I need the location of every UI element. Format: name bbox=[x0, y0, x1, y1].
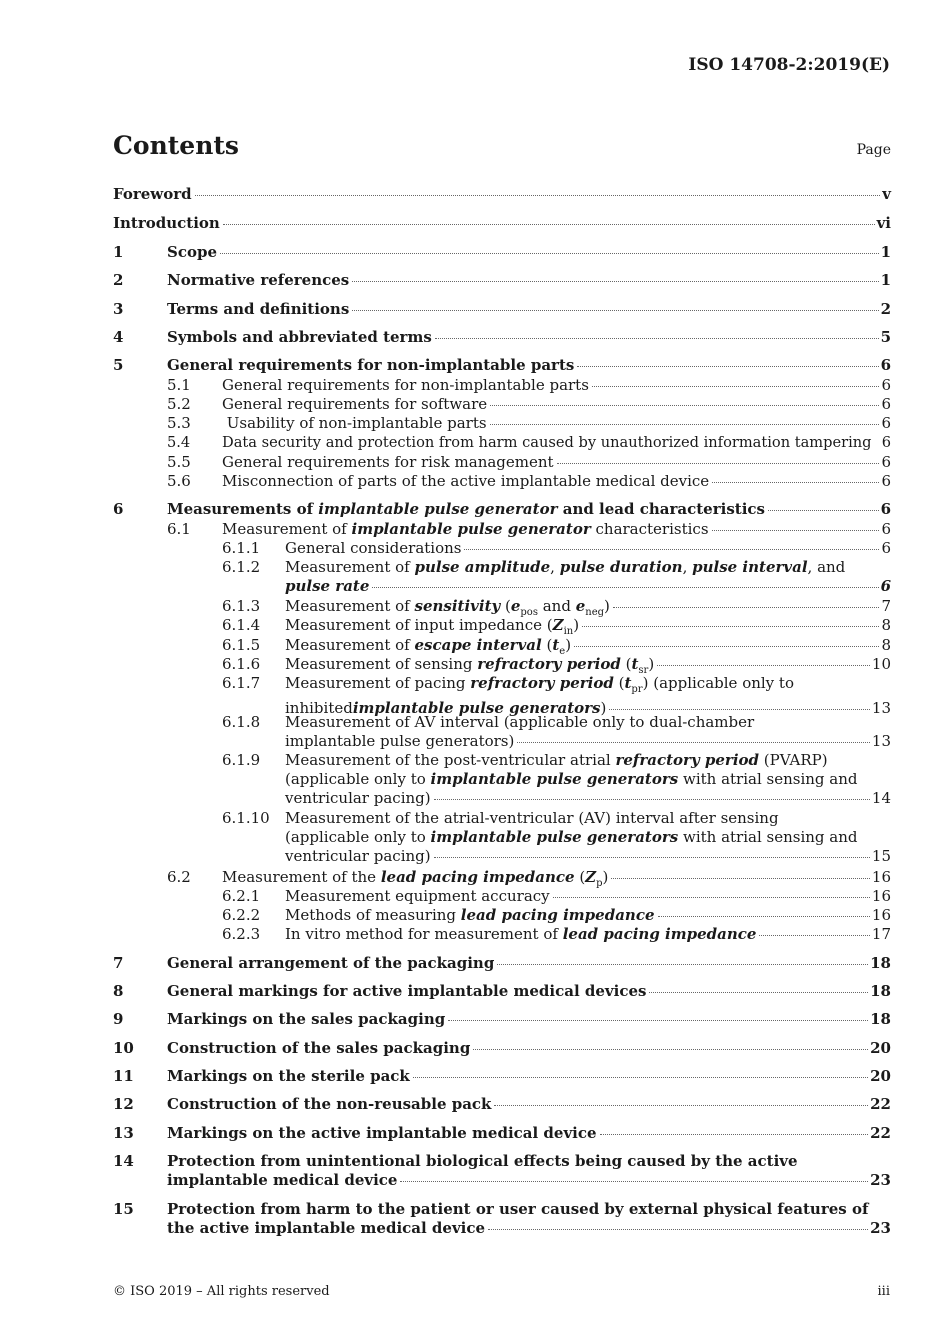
toc-number: 6.1.7 bbox=[222, 674, 261, 692]
toc-label: Data security and protection from harm caused by unauthorized information tampering bbox=[222, 434, 872, 451]
copyright-footer: © ISO 2019 – All rights reserved bbox=[113, 1284, 330, 1299]
toc-label-continued: (applicable only to implantable pulse generators with atrial sensing and bbox=[285, 828, 858, 846]
toc-entry-5-1[interactable] bbox=[167, 376, 891, 395]
toc-page: 13 bbox=[871, 732, 891, 750]
toc-number: 6.1.10 bbox=[222, 809, 270, 827]
toc-label-continued: the active implantable medical device bbox=[167, 1219, 486, 1237]
toc-entry-6-2-1[interactable] bbox=[222, 887, 891, 906]
toc-number: 2 bbox=[113, 271, 124, 289]
toc-page: 20 bbox=[870, 1067, 891, 1085]
toc-entry-6[interactable] bbox=[113, 500, 891, 519]
toc-label: Measurement of sensitivity ($e_{pos}$ and $e_{neg}$) bbox=[285, 597, 610, 618]
toc-entry-5-5[interactable] bbox=[167, 453, 891, 472]
toc-page: 6 bbox=[880, 577, 891, 595]
toc-number: 6.1.5 bbox=[222, 636, 261, 654]
toc-label: Measurements of implantable pulse generator and lead characteristics bbox=[167, 500, 765, 518]
toc-page: 6 bbox=[881, 414, 891, 432]
toc-number: 5.6 bbox=[167, 472, 191, 490]
toc-label-continued: implantable pulse generators) 13 bbox=[285, 732, 891, 750]
toc-entry-5-4[interactable] bbox=[167, 433, 891, 452]
toc-label: Terms and definitions bbox=[167, 300, 350, 318]
toc-entry-6-1-10[interactable] bbox=[222, 809, 891, 866]
toc-page: 1 bbox=[880, 271, 891, 289]
toc-label: Measurement of pacing refractory period $(t_{pr})$ (applicable only to bbox=[285, 674, 794, 695]
toc-label: Misconnection of parts of the active implantable medical device bbox=[222, 472, 710, 490]
toc-label: General arrangement of the packaging bbox=[167, 954, 495, 972]
toc-page: 17 bbox=[871, 925, 891, 943]
toc-number: 1 bbox=[113, 243, 124, 261]
toc-page: 14 bbox=[871, 789, 891, 807]
toc-entry-14[interactable] bbox=[113, 1152, 891, 1190]
toc-label-continued: ventricular pacing) 15 bbox=[285, 847, 891, 865]
toc-number: 5.1 bbox=[167, 376, 191, 394]
toc-entry-7[interactable] bbox=[113, 954, 891, 973]
toc-label: Markings on the sterile pack bbox=[167, 1067, 410, 1085]
page-column-label: Page bbox=[856, 142, 891, 158]
toc-label: Usability of non-implantable parts bbox=[222, 414, 487, 432]
toc-label: General requirements for non-implantable parts bbox=[167, 356, 575, 374]
toc-number: 13 bbox=[113, 1124, 134, 1142]
toc-number: 6 bbox=[113, 500, 124, 518]
toc-label: General requirements for non-implantable parts bbox=[222, 376, 589, 394]
toc-label: Measurement of the atrial-ventricular (AV) interval after sensing bbox=[285, 809, 779, 827]
toc-label: Markings on the sales packaging bbox=[167, 1010, 446, 1028]
toc-page: 7 bbox=[881, 597, 891, 615]
toc-page: 6 bbox=[881, 453, 891, 471]
toc-number: 5.5 bbox=[167, 453, 191, 471]
toc-label: Markings on the active implantable medical device bbox=[167, 1124, 597, 1142]
toc-number: 6.1.1 bbox=[222, 539, 261, 557]
toc-page: 6 bbox=[880, 356, 891, 374]
toc-page: 2 bbox=[880, 300, 891, 318]
toc-page: 18 bbox=[870, 1010, 891, 1028]
toc-page: 16 bbox=[871, 906, 891, 924]
toc-number: 6.1.2 bbox=[222, 558, 261, 576]
toc-label-continued: ventricular pacing) 14 bbox=[285, 789, 891, 807]
toc-page: 16 bbox=[871, 868, 891, 886]
toc-page: vi bbox=[876, 214, 891, 232]
toc-page: 23 bbox=[870, 1219, 891, 1237]
toc-label: Measurement of escape interval $(t_e)$ bbox=[285, 636, 572, 657]
toc-entry-introduction[interactable] bbox=[113, 214, 891, 233]
toc-entry-15[interactable] bbox=[113, 1200, 891, 1238]
toc-page: 6 bbox=[881, 539, 891, 557]
toc-entry-1[interactable] bbox=[113, 243, 891, 262]
toc-page: 6 bbox=[880, 500, 891, 518]
toc-entry-5[interactable] bbox=[113, 356, 891, 375]
toc-page: 23 bbox=[870, 1171, 891, 1189]
toc-page: 8 bbox=[881, 616, 891, 634]
toc-label: Measurement of pulse amplitude, pulse duration, pulse interval, and bbox=[285, 558, 846, 576]
toc-entry-5-6[interactable] bbox=[167, 472, 891, 491]
toc-number: 8 bbox=[113, 982, 124, 1000]
toc-page: 22 bbox=[870, 1095, 891, 1113]
toc-entry-10[interactable] bbox=[113, 1039, 891, 1058]
toc-entry-5-3[interactable] bbox=[167, 414, 891, 433]
toc-number: 6.1.4 bbox=[222, 616, 261, 634]
toc-label: Construction of the sales packaging bbox=[167, 1039, 471, 1057]
toc-label: Measurement of the lead pacing impedance $(Z_p)$ bbox=[222, 868, 609, 889]
toc-number: 6.1.9 bbox=[222, 751, 261, 769]
toc-label: Introduction bbox=[113, 214, 220, 232]
toc-label: Normative references bbox=[167, 271, 350, 289]
toc-label: General requirements for risk management bbox=[222, 453, 554, 471]
toc-label: General requirements for software bbox=[222, 395, 488, 413]
toc-page: 18 bbox=[870, 954, 891, 972]
toc-page: 13 bbox=[871, 699, 891, 717]
toc-label-continued: inhibited implantable pulse generators ) 13 bbox=[285, 699, 891, 717]
toc-label: Methods of measuring lead pacing impedance bbox=[285, 906, 655, 924]
toc-number: 5.3 bbox=[167, 414, 191, 432]
toc-entry-6-1-1[interactable] bbox=[222, 539, 891, 558]
toc-page: 5 bbox=[880, 328, 891, 346]
toc-page: v bbox=[882, 185, 891, 203]
toc-label: Foreword bbox=[113, 185, 192, 203]
toc-entry-6-2-2[interactable] bbox=[222, 906, 891, 925]
toc-page: 20 bbox=[870, 1039, 891, 1057]
toc-entry-9[interactable] bbox=[113, 1010, 891, 1029]
toc-page: 6 bbox=[881, 434, 891, 451]
toc-number: 5 bbox=[113, 356, 124, 374]
toc-number: 15 bbox=[113, 1200, 134, 1218]
toc-number: 6.1.3 bbox=[222, 597, 261, 615]
toc-page: 1 bbox=[880, 243, 891, 261]
toc-entry-6-1-9[interactable] bbox=[222, 751, 891, 808]
toc-label-continued: pulse rate bbox=[285, 577, 370, 595]
toc-entry-foreword[interactable] bbox=[113, 185, 891, 204]
toc-label: Measurement of the post-ventricular atrial refractory period (PVARP) bbox=[285, 751, 828, 769]
toc-entry-6-2-3[interactable] bbox=[222, 925, 891, 944]
document-id: ISO 14708-2:2019(E) bbox=[688, 55, 890, 75]
toc-number: 12 bbox=[113, 1095, 134, 1113]
toc-number: 4 bbox=[113, 328, 124, 346]
toc-number: 5.2 bbox=[167, 395, 191, 413]
toc-page: 6 bbox=[881, 376, 891, 394]
toc-page: 6 bbox=[881, 472, 891, 490]
toc-entry-2[interactable] bbox=[113, 271, 891, 290]
toc-page: 8 bbox=[881, 636, 891, 654]
toc-page: 16 bbox=[871, 887, 891, 905]
toc-label: Protection from unintentional biological effects being caused by the active bbox=[167, 1152, 798, 1170]
toc-label: Scope bbox=[167, 243, 218, 261]
toc-number: 7 bbox=[113, 954, 124, 972]
page-number: iii bbox=[877, 1284, 890, 1299]
toc-page: 6 bbox=[881, 520, 891, 538]
toc-number: 14 bbox=[113, 1152, 134, 1170]
toc-label: Measurement equipment accuracy bbox=[285, 887, 550, 905]
toc-label-continued: implantable medical device bbox=[167, 1171, 398, 1189]
toc-page: 18 bbox=[870, 982, 891, 1000]
toc-page: 22 bbox=[870, 1124, 891, 1142]
toc-entry-5-2[interactable] bbox=[167, 395, 891, 414]
toc-number: 6.1.8 bbox=[222, 713, 261, 731]
toc-entry-13[interactable] bbox=[113, 1124, 891, 1143]
toc-label: General considerations bbox=[285, 539, 462, 557]
toc-label: Measurement of implantable pulse generator characteristics bbox=[222, 520, 709, 538]
toc-number: 6.2.1 bbox=[222, 887, 261, 905]
toc-page: 10 bbox=[871, 655, 891, 673]
toc-number: 10 bbox=[113, 1039, 134, 1057]
toc-number: 6.2.3 bbox=[222, 925, 261, 943]
toc-label: Construction of the non-reusable pack bbox=[167, 1095, 492, 1113]
toc-number: 5.4 bbox=[167, 434, 191, 451]
toc-number: 9 bbox=[113, 1010, 124, 1028]
toc-entry-6-1[interactable] bbox=[167, 520, 891, 539]
toc-number: 6.1.6 bbox=[222, 655, 261, 673]
toc-entry-11[interactable] bbox=[113, 1067, 891, 1086]
toc-label: In vitro method for measurement of lead pacing impedance bbox=[285, 925, 757, 943]
toc-label: Measurement of input impedance $(Z_{in})$ bbox=[285, 616, 580, 637]
toc-number: 6.1 bbox=[167, 520, 191, 538]
page-title: Contents bbox=[113, 131, 240, 160]
toc-number: 3 bbox=[113, 300, 124, 318]
toc-number: 6.2 bbox=[167, 868, 191, 886]
toc-entry-8[interactable] bbox=[113, 982, 891, 1001]
toc-entry-6-1-2[interactable] bbox=[222, 558, 891, 596]
toc-entry-4[interactable] bbox=[113, 328, 891, 347]
toc-label: Measurement of sensing refractory period $(t_{sr})$ bbox=[285, 655, 655, 676]
toc-label: General markings for active implantable medical devices bbox=[167, 982, 647, 1000]
toc-entry-6-1-7[interactable] bbox=[222, 674, 891, 718]
toc-entry-12[interactable] bbox=[113, 1095, 891, 1114]
toc-number: 6.2.2 bbox=[222, 906, 261, 924]
toc-entry-3[interactable] bbox=[113, 300, 891, 319]
toc-number: 11 bbox=[113, 1067, 134, 1085]
toc-page: 15 bbox=[871, 847, 891, 865]
toc-label: Protection from harm to the patient or user caused by external physical features of bbox=[167, 1200, 869, 1218]
toc-label: Symbols and abbreviated terms bbox=[167, 328, 432, 346]
toc-label-continued: (applicable only to implantable pulse generators with atrial sensing and bbox=[285, 770, 858, 788]
toc-entry-6-1-8[interactable] bbox=[222, 713, 891, 751]
toc-label: Measurement of AV interval (applicable only to dual-chamber bbox=[285, 713, 755, 731]
toc-page: 6 bbox=[881, 395, 891, 413]
